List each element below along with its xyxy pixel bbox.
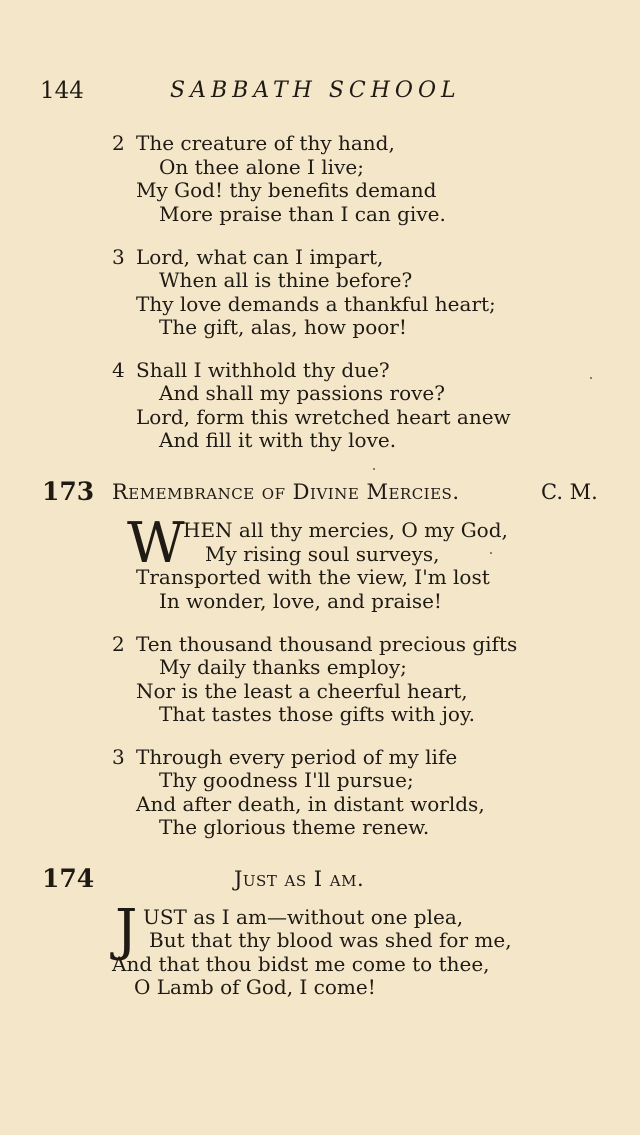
verse-line: The glorious theme renew. (159, 815, 430, 839)
verse-line: The gift, alas, how poor! (159, 315, 407, 339)
verse-line: Lord, form this wretched heart anew (136, 405, 511, 429)
running-title: SABBATH SCHOOL (170, 78, 461, 103)
verse-line: O Lamb of God, I come! (134, 975, 376, 999)
verse-line: And that thou bidst me come to thee, (112, 952, 490, 976)
stanza-number: 2 (112, 131, 125, 155)
stanza-number: 4 (112, 358, 125, 382)
hymn-number: 174 (42, 864, 95, 893)
verse-line: Nor is the least a cheerful heart, (136, 679, 468, 703)
verse-line: My daily thanks employ; (159, 655, 407, 679)
verse-line: When all is thine before? (159, 268, 413, 292)
verse-line: Thy love demands a thankful heart; (136, 292, 496, 316)
hymn-title: Remembrance of Divine Mercies. (112, 480, 460, 504)
verse-line: And after death, in distant worlds, (136, 792, 485, 816)
stanza-number: 3 (112, 245, 125, 269)
verse-line: My God! thy benefits demand (136, 178, 437, 202)
verse-line: Through every period of my life (136, 745, 458, 769)
verse-line: My rising soul surveys, (205, 542, 440, 566)
verse-line: And shall my passions rove? (159, 381, 445, 405)
verse-line: But that thy blood was shed for me, (149, 928, 512, 952)
print-speck (373, 468, 375, 470)
page-number: 144 (40, 78, 84, 104)
verse-line: Lord, what can I impart, (136, 245, 384, 269)
verse-line: Shall I withhold thy due? (136, 358, 390, 382)
drop-cap: W (127, 511, 185, 576)
hymn-title: Just as I am. (234, 867, 365, 891)
verse-line: Thy goodness I'll pursue; (159, 768, 414, 792)
verse-line: The creature of thy hand, (136, 131, 395, 155)
verse-line: UST as I am—without one plea, (143, 905, 464, 929)
verse-line: That tastes those gifts with joy. (159, 702, 475, 726)
print-speck (490, 552, 492, 554)
stanza-number: 2 (112, 632, 125, 656)
verse-line: And fill it with thy love. (159, 428, 397, 452)
verse-line: More praise than I can give. (159, 202, 446, 226)
hymn-meter: C. M. (541, 480, 598, 504)
page-header (40, 78, 600, 108)
stanza-number: 3 (112, 745, 125, 769)
verse-line: In wonder, love, and praise! (159, 589, 442, 613)
hymn-number: 173 (42, 477, 95, 506)
verse-line: Ten thousand thousand precious gifts (136, 632, 518, 656)
verse-line: HEN all thy mercies, O my God, (183, 518, 508, 542)
drop-cap: J (115, 898, 138, 963)
print-speck (590, 377, 592, 379)
verse-line: Transported with the view, I'm lost (136, 565, 490, 589)
verse-line: On thee alone I live; (159, 155, 364, 179)
